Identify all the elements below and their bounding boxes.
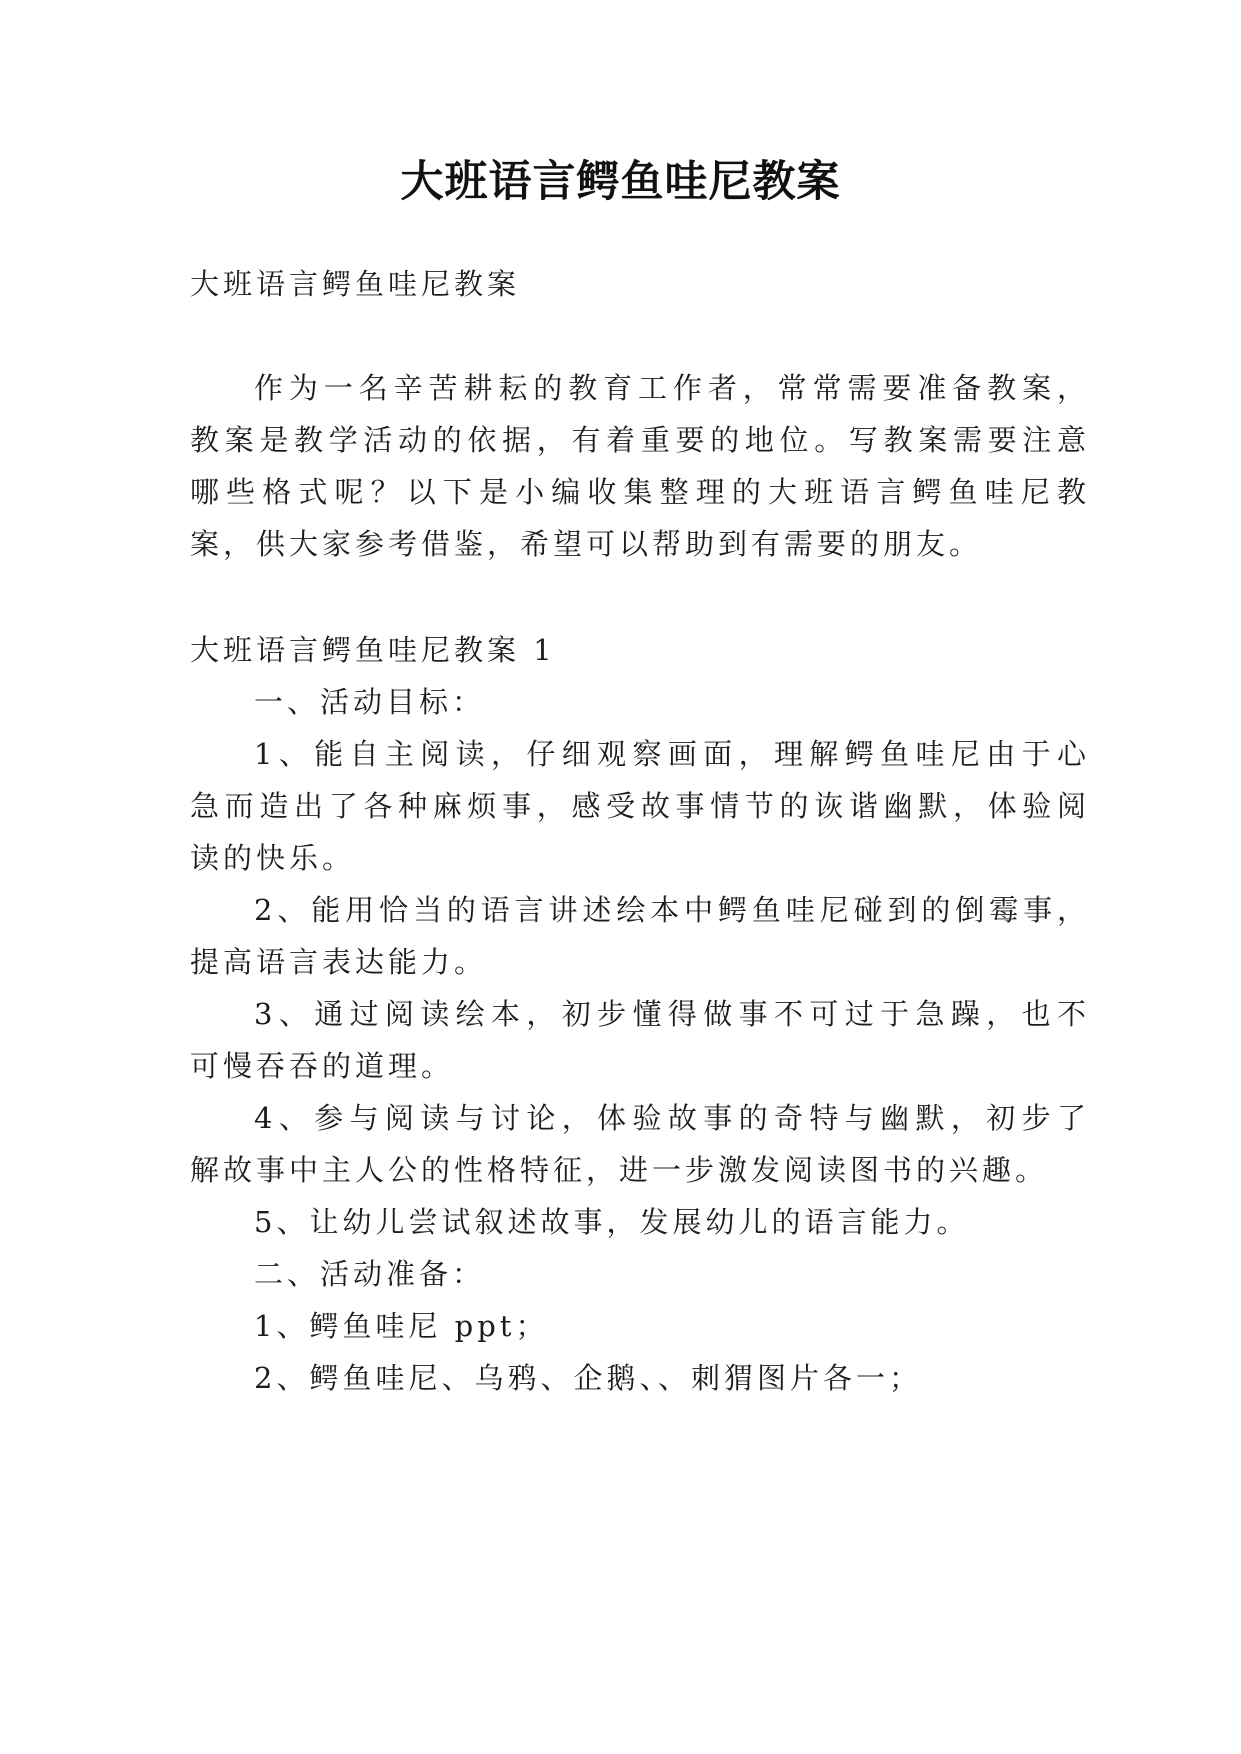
prep-item: 1、鳄鱼哇尼 ppt； [254, 1309, 549, 1343]
intro-line: 案，供大家参考借鉴，希望可以帮助到有需要的朋友。 [190, 527, 983, 561]
document-title: 大班语言鳄鱼哇尼教案 [400, 157, 841, 207]
intro-line: 教案是教学活动的依据，有着重要的地位。写教案需要注意 [190, 423, 1090, 457]
section-heading: 大班语言鳄鱼哇尼教案 1 [190, 633, 556, 667]
intro-line: 作为一名辛苦耕耘的教育工作者，常常需要准备教案， [254, 371, 1090, 405]
goal-line: 急而造出了各种麻烦事，感受故事情节的诙谐幽默，体验阅 [190, 789, 1090, 823]
document-subtitle: 大班语言鳄鱼哇尼教案 [190, 267, 521, 301]
goal-line: 提高语言表达能力。 [190, 945, 488, 979]
goal-line: 2、能用恰当的语言讲述绘本中鳄鱼哇尼碰到的倒霉事， [254, 893, 1090, 927]
goal-line: 3、通过阅读绘本，初步懂得做事不可过于急躁，也不 [254, 997, 1090, 1031]
goal-line: 4、参与阅读与讨论，体验故事的奇特与幽默，初步了 [254, 1101, 1090, 1135]
prep-item: 2、鳄鱼哇尼、乌鸦、企鹅、、刺猬图片各一； [254, 1361, 922, 1395]
goal-line: 解故事中主人公的性格特征，进一步激发阅读图书的兴趣。 [190, 1153, 1049, 1187]
intro-line: 哪些格式呢？以下是小编收集整理的大班语言鳄鱼哇尼教 [190, 475, 1090, 509]
goal-line: 读的快乐。 [190, 841, 356, 875]
goal-line: 1、能自主阅读，仔细观察画面，理解鳄鱼哇尼由于心 [254, 737, 1090, 771]
goals-heading: 一、活动目标： [254, 685, 486, 719]
goal-line: 可慢吞吞的道理。 [190, 1049, 455, 1083]
prep-heading: 二、活动准备： [254, 1257, 486, 1291]
goal-line: 5、让幼儿尝试叙述故事，发展幼儿的语言能力。 [254, 1205, 970, 1239]
